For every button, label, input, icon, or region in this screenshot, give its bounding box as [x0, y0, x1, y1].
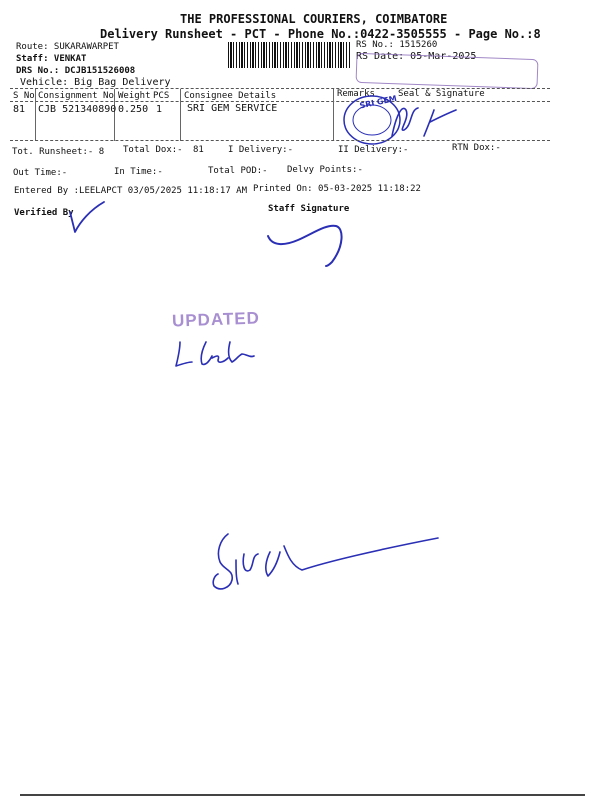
seal-signature	[384, 96, 464, 146]
cell-consignee: SRI GEM SERVICE	[187, 103, 278, 114]
total-dox-value: 81	[193, 145, 204, 155]
cell-sno: 81	[13, 104, 26, 115]
total-pod: Total POD:-	[208, 166, 268, 176]
drs-number: DRS No.: DCJB151526008	[16, 66, 136, 76]
large-signature	[206, 530, 440, 600]
entered-by: Entered By :LEELAPCT 03/05/2025 11:18:17 AM	[14, 186, 247, 196]
col-header-pcs: PCS	[153, 91, 170, 101]
rtn-dox: RTN Dox:-	[452, 143, 501, 153]
col-divider	[333, 89, 334, 141]
date-stamp	[356, 53, 539, 89]
rs-number: RS No.: 1515260	[356, 40, 438, 50]
updated-signature	[172, 336, 258, 372]
ii-delivery: II Delivery:-	[338, 145, 409, 155]
verified-by-label: Verified By	[14, 208, 74, 218]
col-header-sno: S No	[13, 91, 35, 101]
total-dox-label: Total Dox:-	[123, 145, 183, 155]
vehicle-label: Vehicle: Big Bag Delivery	[20, 77, 171, 88]
col-header-consignment: Consignment No	[38, 91, 114, 101]
col-header-consignee: Consignee Details	[184, 91, 277, 101]
table-header-rule	[10, 101, 550, 102]
staff-signature-label: Staff Signature	[268, 204, 350, 214]
staff-signature	[262, 216, 352, 268]
page-bottom-rule	[20, 794, 585, 796]
i-delivery: I Delivery:-	[228, 145, 294, 155]
rs-date: RS Date: 05-Mar-2025	[356, 51, 477, 62]
out-time: Out Time:-	[13, 168, 68, 178]
col-divider	[180, 89, 181, 141]
runsheet-subtitle: Delivery Runsheet - PCT - Phone No.:0422-3505555 - Page No.:8	[100, 27, 541, 41]
route-label: Route: SUKARAWARPET	[16, 42, 119, 52]
verified-signature	[66, 198, 110, 234]
cell-consignment: CJB 521340890	[38, 104, 117, 115]
table-bottom-rule	[10, 140, 550, 141]
col-header-remarks: Remarks	[337, 89, 375, 99]
barcode-image	[228, 42, 350, 68]
updated-stamp: UPDATED	[171, 308, 261, 331]
cell-weight: 0.250	[118, 104, 149, 115]
delvy-points: Delvy Points:-	[287, 165, 363, 175]
svg-text:SRI GEM: SRI GEM	[358, 93, 398, 111]
tot-runsheet: Tot. Runsheet:- 8	[12, 147, 105, 157]
staff-label: Staff: VENKAT	[16, 54, 87, 64]
col-header-seal: Seal & Signature	[398, 89, 485, 99]
company-title: THE PROFESSIONAL COURIERS, COIMBATORE	[180, 12, 448, 26]
col-divider	[35, 89, 36, 141]
printed-on: Printed On: 05-03-2025 11:18:22	[253, 184, 421, 194]
col-header-weight: Weight	[118, 91, 151, 101]
col-divider	[114, 89, 115, 141]
cell-pcs: 1	[156, 104, 163, 115]
in-time: In Time:-	[114, 167, 163, 177]
